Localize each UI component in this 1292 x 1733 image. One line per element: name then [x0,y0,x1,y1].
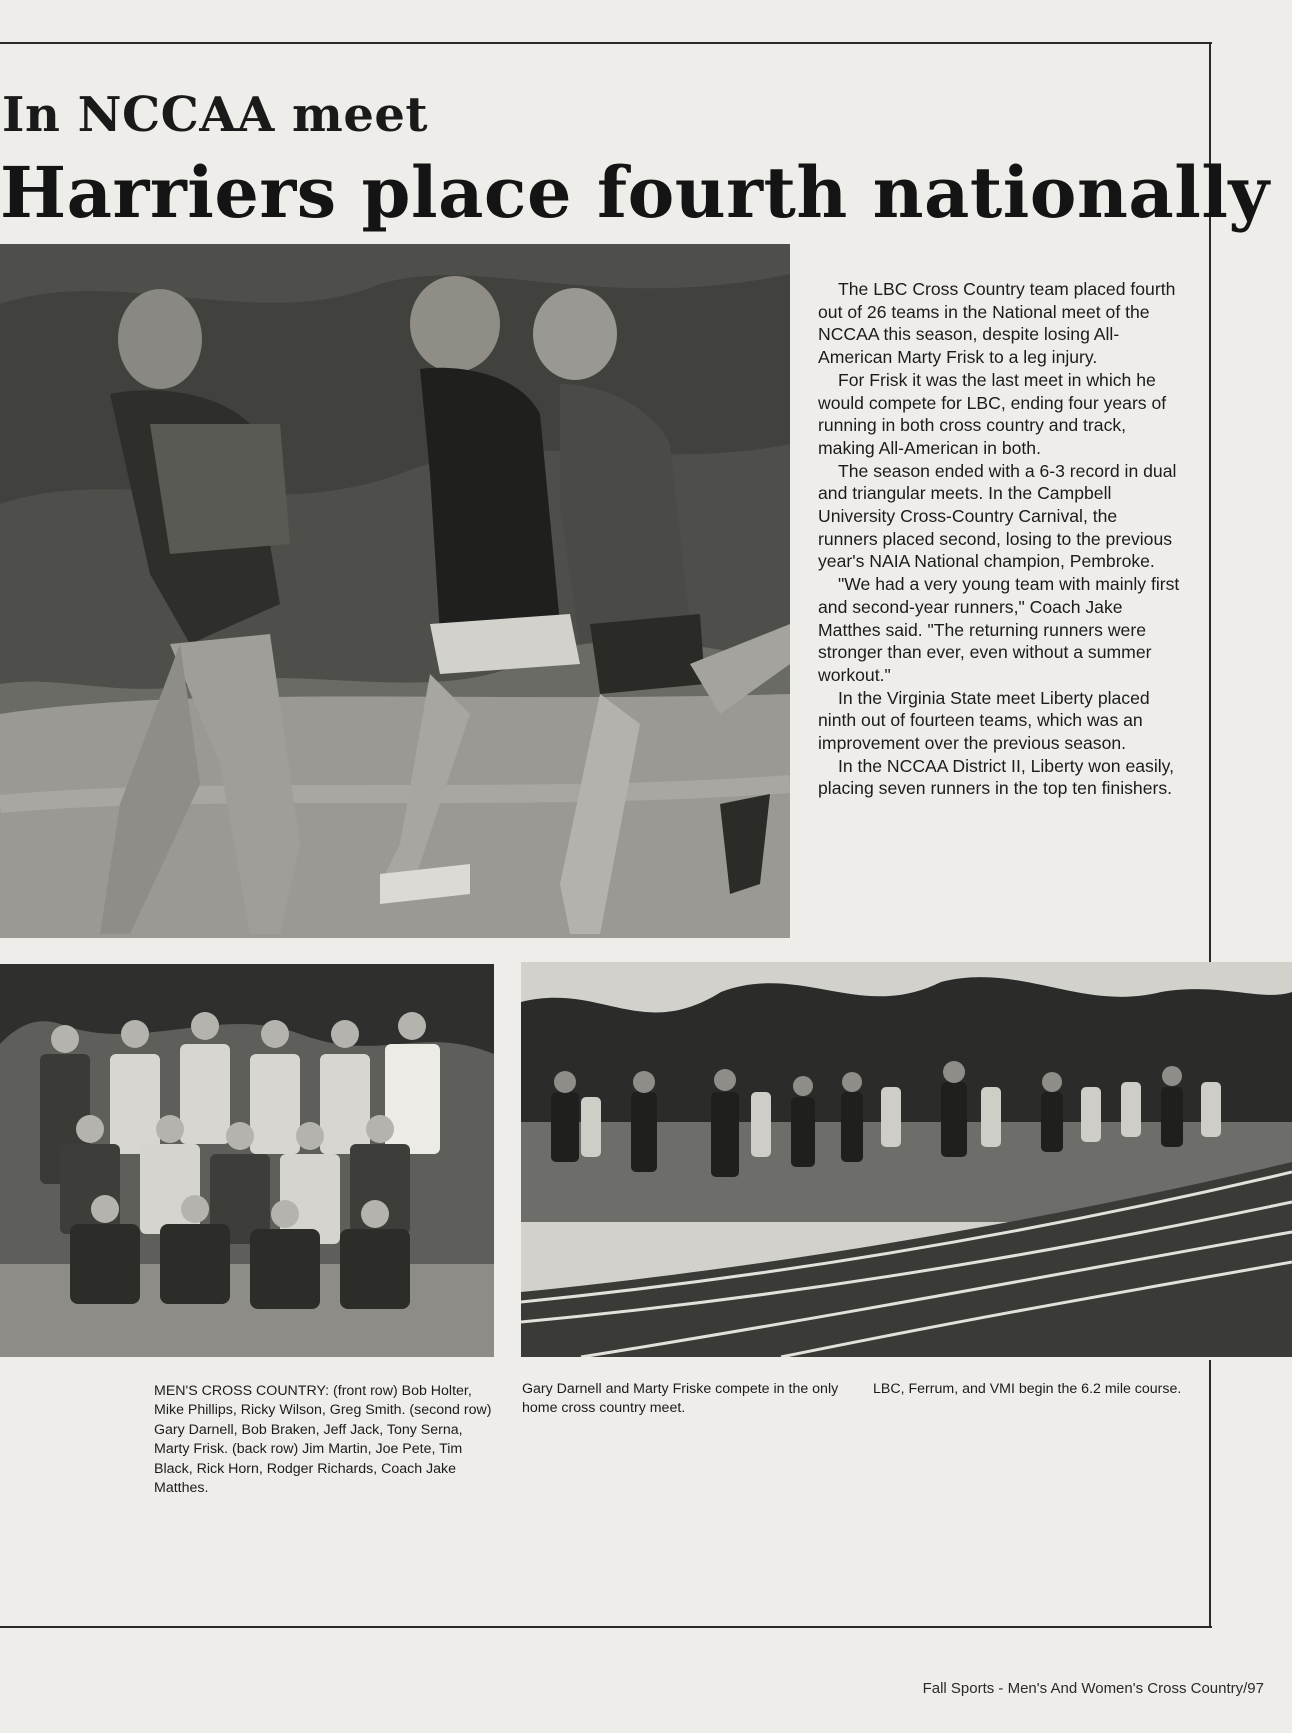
article-body [818,278,1180,800]
kicker-heading: In NCCAA meet [2,87,429,143]
story-paragraph: The season ended with a 6-3 record in dual and triangular meets. In the Campbell University Cross-Country Carnival, the runners placed second, losing to the previous year's NAIA National champion, Pembroke. [818,460,1177,572]
right-rule-lower [1209,1360,1211,1628]
team-photo-caption: MEN'S CROSS COUNTRY: (front row) Bob Holter, Mike Phillips, Ricky Wilson, Greg Smith. (second row) Gary Darnell, Bob Braken, Jeff Jack, Tony Serna, Marty Frisk. (back row) Jim Martin, Joe Pete, Tim Black, Rick Horn, Rodger Richards, Coach Jake Matthes. [154,1383,492,1497]
team-group-photo [0,964,494,1357]
story-paragraph: "We had a very young team with mainly first and second-year runners," Coach Jake Matthes said. "The returning runners were stronger than ever, even without a summer workout." [818,574,1180,685]
top-rule [0,42,1212,44]
bottom-rule [0,1626,1212,1628]
story-paragraph: For Frisk it was the last meet in which he would compete for LBC, ending four years of running in both cross country and track, making All-American in both. [818,369,1167,458]
home-meet-caption: Gary Darnell and Marty Friske compete in the only home cross country meet. [522,1381,839,1417]
course-caption: LBC, Ferrum, and VMI begin the 6.2 mile course. [873,1381,1182,1397]
runners-trail-photo [0,244,790,938]
track-race-photo [521,962,1292,1357]
headline: Harriers place fourth nationally [0,151,1270,234]
story-paragraph: The LBC Cross Country team placed fourth out of 26 teams in the National meet of the NCCAA this season, despite losing All-American Marty Frisk to a leg injury. [818,279,1176,368]
story-paragraph: In the NCCAA District II, Liberty won easily, placing seven runners in the top ten finishers. [818,755,1175,799]
page-footer: Fall Sports - Men's And Women's Cross Country/97 [922,1680,1264,1697]
story-paragraph: In the Virginia State meet Liberty placed ninth out of fourteen teams, which was an improvement over the previous season. [818,687,1150,754]
